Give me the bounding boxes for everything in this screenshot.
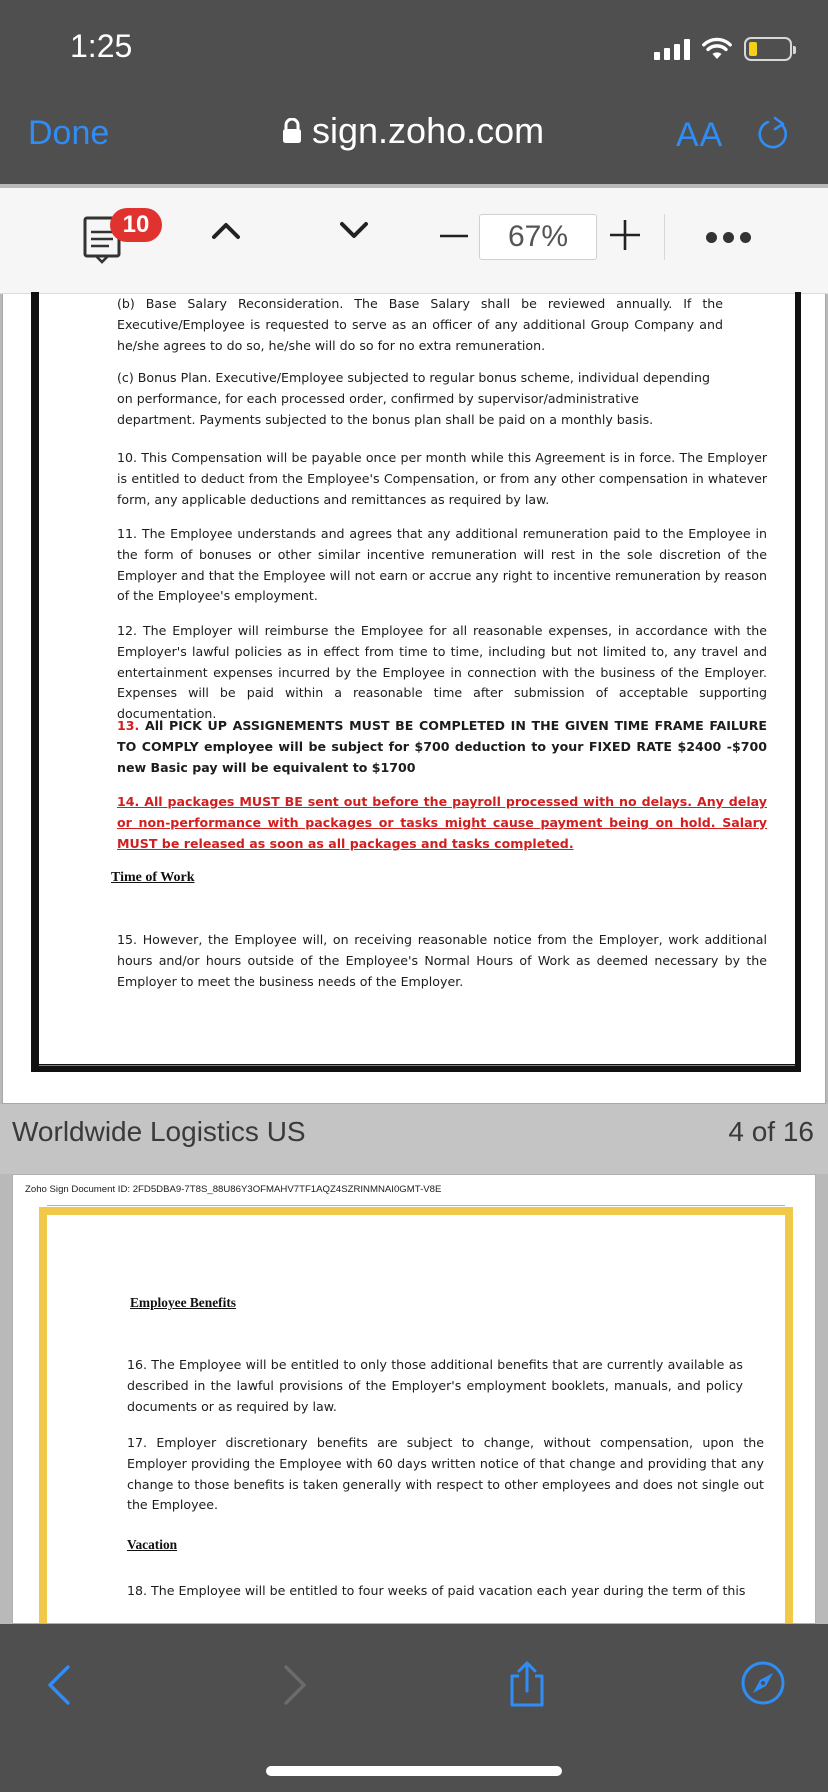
- forward-icon[interactable]: [282, 1664, 308, 1706]
- status-time: 1:25: [70, 28, 133, 64]
- cellular-signal-icon: [654, 38, 690, 60]
- done-button[interactable]: Done: [28, 114, 110, 152]
- paragraph-12: 12. The Employer will reimburse the Employee for all reasonable expenses, in accordance with the Employer's lawful policies as in effect from time to time, including but not limited to, any travel and entertainment expenses incurred by the Employee in connection with the business of the Employer. Expenses will be paid within a reasonable time after submission of acceptable supporting documentation.: [117, 623, 767, 722]
- paragraph-13-number: 13.: [117, 718, 140, 733]
- toolbar-divider: [664, 214, 665, 260]
- home-indicator[interactable]: [266, 1766, 562, 1776]
- minus-icon[interactable]: [438, 224, 470, 248]
- page-info-bar: [0, 1104, 828, 1174]
- url-bar[interactable]: [282, 110, 544, 152]
- text-size-button[interactable]: AA: [676, 116, 724, 154]
- heading-employee-benefits: Employee Benefits: [130, 1295, 236, 1310]
- more-icon[interactable]: [706, 232, 751, 243]
- share-icon[interactable]: [506, 1660, 548, 1708]
- url-text: sign.zoho.com: [312, 110, 545, 151]
- page-counter: 4 of 16: [728, 1116, 814, 1147]
- document-id: Zoho Sign Document ID: 2FD5DBA9-7T8S_88U86Y3OFMAHV7TF1AQZ4SZRINMNAI0GMT-V8E: [25, 1184, 442, 1195]
- heading-vacation: Vacation: [127, 1537, 178, 1552]
- paragraph-13: [117, 716, 767, 778]
- heading-time-of-work: Time of Work: [111, 870, 195, 885]
- chevron-down-icon[interactable]: [338, 218, 370, 242]
- status-icons: [654, 34, 792, 64]
- notification-badge[interactable]: 10: [110, 208, 162, 242]
- paragraph-15: 15. However, the Employee will, on receiving reasonable notice from the Employer, work additional hours and/or hours outside of the Employee's Normal Hours of Work as deemed necessary by the Employer to meet the business needs of the Employer.: [117, 932, 767, 989]
- paragraph-10: 10. This Compensation will be payable once per month while this Agreement is in force. The Employer is entitled to deduct from the Employee's Compensation, or from any other compensation in whatever form, any applicable deductions and remittances as required by law.: [117, 450, 767, 507]
- paragraph-17: 17. Employer discretionary benefits are subject to change, without compensation, upon the Employer providing the Employee with 60 days written notice of that change and providing that any change to those benefits is taken generally with respect to other employees and does not single out the Employee.: [127, 1435, 764, 1513]
- paragraph-14: 14. All packages MUST BE sent out before the payroll processed with no delays. Any delay or non-performance with packages or tasks might cause payment being on hold. Salary MUST be released as soon as all packages and tasks completed.: [117, 794, 767, 851]
- lock-icon: [282, 118, 302, 144]
- plus-icon[interactable]: [608, 218, 642, 252]
- wifi-icon: [702, 37, 732, 61]
- browser-bottom-bar: [0, 1624, 828, 1792]
- paragraph-9c: (c) Bonus Plan. Executive/Employee subjected to regular bonus scheme, individual depending on performance, for each processed order, confirmed by supervisor/administrative department. Payments subjected to the bonus plan shall be paid on a monthly basis.: [117, 370, 710, 427]
- paragraph-11: 11. The Employee understands and agrees that any additional remuneration paid to the Employee in the form of bonuses or other similar incentive remuneration will rest in the sole discretion of the Employer and that the Employee will not earn or accrue any right to incentive remuneration by reason of the Employee's employment.: [117, 526, 767, 604]
- battery-icon: [744, 37, 792, 61]
- document-page-3: [2, 294, 826, 1104]
- document-page-4: [12, 1174, 816, 1624]
- paragraph-9b: (b) Base Salary Reconsideration. The Base Salary shall be reviewed annually. If the Executive/Employee is requested to serve as an officer of any additional Group Company and he/she agrees to do so, he/she will do so for no extra remuneration.: [117, 296, 723, 353]
- reload-icon[interactable]: [756, 116, 790, 152]
- chevron-up-icon[interactable]: [210, 218, 242, 242]
- back-icon[interactable]: [46, 1664, 72, 1706]
- company-name: Worldwide Logistics US: [12, 1116, 306, 1147]
- paragraph-18: 18. The Employee will be entitled to four weeks of paid vacation each year during the term of this: [127, 1583, 746, 1598]
- paragraph-13-text: All PICK UP ASSIGNEMENTS MUST BE COMPLETED IN THE GIVEN TIME FRAME FAILURE TO COMPLY employee will be subject for $700 deduction to your FIXED RATE $2400 -$700 new Basic pay will be equivalent to $1700: [117, 718, 768, 775]
- zoom-level[interactable]: 67%: [479, 214, 597, 260]
- viewer-toolbar: [0, 188, 828, 294]
- browser-top-bar: [0, 0, 828, 184]
- paragraph-16: 16. The Employee will be entitled to only those additional benefits that are currently available as described in the lawful provisions of the Employer's employment booklets, manuals, and policy documents or as required by law.: [127, 1357, 743, 1414]
- compass-icon[interactable]: [740, 1660, 786, 1706]
